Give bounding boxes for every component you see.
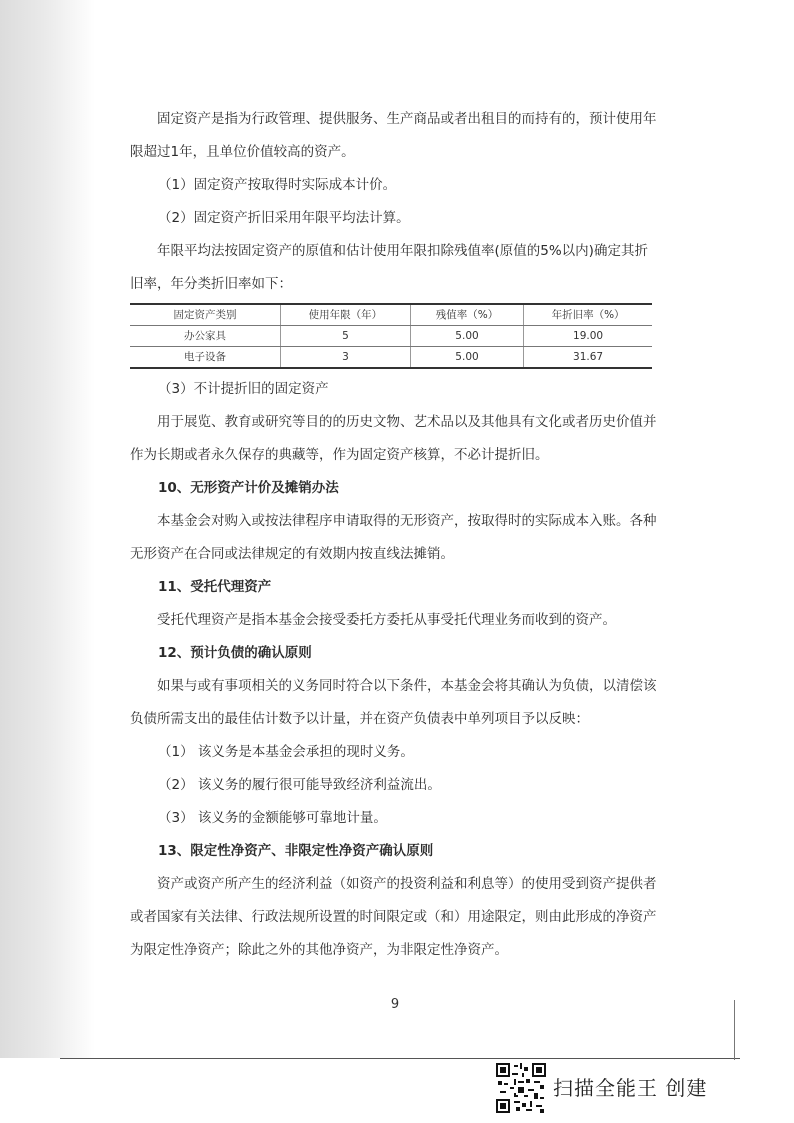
heading-intangible-assets: 10、无形资产计价及摊销办法 — [158, 480, 339, 496]
watermark-text: 扫描全能王 创建 — [553, 1076, 708, 1100]
paper-shadow — [0, 0, 95, 1060]
heading-estimated-liabilities: 12、预计负债的确认原则 — [158, 645, 312, 661]
cell-annual-rate: 31.67 — [524, 347, 652, 369]
qr-code-icon — [496, 1063, 546, 1113]
paragraph-depreciation-method: （2）固定资产折旧采用年限平均法计算。 — [158, 210, 410, 226]
paragraph-liability-recognition: 如果与或有事项相关的义务同时符合以下条件，本基金会将其确认为负债，以清偿该负债所需支出的最佳估计数予以计量，并在资产负债表中单列项目予以反映： — [130, 678, 657, 727]
cell-useful-life: 3 — [281, 347, 411, 369]
list-item: （2） 该义务的履行很可能导致经济利益流出。 — [158, 777, 441, 793]
paragraph-cost-valuation: （1）固定资产按取得时实际成本计价。 — [158, 177, 397, 193]
header-useful-life: 使用年限（年） — [281, 304, 411, 326]
heading-net-assets: 13、限定性净资产、非限定性净资产确认原则 — [158, 843, 434, 859]
cell-category: 电子设备 — [130, 347, 281, 369]
paragraph-straight-line-method: 年限平均法按固定资产的原值和估计使用年限扣除残值率(原值的5%以内)确定其折旧率，年分类折旧率如下： — [130, 243, 648, 292]
cell-residual-rate: 5.00 — [410, 347, 523, 369]
header-residual-rate: 残值率（%） — [410, 304, 523, 326]
table-row — [130, 326, 652, 347]
list-item: （3） 该义务的金额能够可靠地计量。 — [158, 810, 387, 826]
paragraph-net-assets: 资产或资产所产生的经济利益（如资产的投资利益和利息等）的使用受到资产提供者或者国家有关法律、行政法规所设置的时间限定或（和）用途限定，则由此形成的净资产为限定性净资产；除此之外的其他净资产，为非限定性净资产。 — [130, 876, 657, 958]
table-row — [130, 347, 652, 369]
paragraph-entrusted-assets: 受托代理资产是指本基金会接受委托方委托从事受托代理业务而收到的资产。 — [157, 612, 616, 628]
list-item: （1） 该义务是本基金会承担的现时义务。 — [158, 744, 414, 760]
cell-category: 办公家具 — [130, 326, 281, 347]
cell-annual-rate: 19.00 — [524, 326, 652, 347]
paragraph-non-depreciable: （3）不计提折旧的固定资产 — [158, 381, 329, 397]
table-header-row — [130, 304, 652, 326]
paper-edge-line — [60, 1058, 740, 1059]
paragraph-intangible-assets: 本基金会对购入或按法律程序申请取得的无形资产，按取得时的实际成本入账。各种无形资产在合同或法律规定的有效期内按直线法摊销。 — [130, 513, 657, 562]
cell-residual-rate: 5.00 — [410, 326, 523, 347]
depreciation-table — [130, 303, 652, 369]
paragraph-cultural-relics: 用于展览、教育或研究等目的的历史文物、艺术品以及其他具有文化或者历史价值并作为长期或者永久保存的典藏等，作为固定资产核算，不必计提折旧。 — [130, 414, 657, 463]
header-category: 固定资产类别 — [130, 304, 281, 326]
document-body — [130, 103, 660, 967]
paper-right-edge — [734, 1000, 735, 1060]
cell-useful-life: 5 — [281, 326, 411, 347]
page-number: 9 — [390, 997, 400, 1012]
heading-entrusted-assets: 11、受托代理资产 — [158, 579, 272, 595]
header-annual-rate: 年折旧率（%） — [524, 304, 652, 326]
paragraph-fixed-assets-definition: 固定资产是指为行政管理、提供服务、生产商品或者出租目的而持有的，预计使用年限超过1年，且单位价值较高的资产。 — [130, 111, 657, 160]
